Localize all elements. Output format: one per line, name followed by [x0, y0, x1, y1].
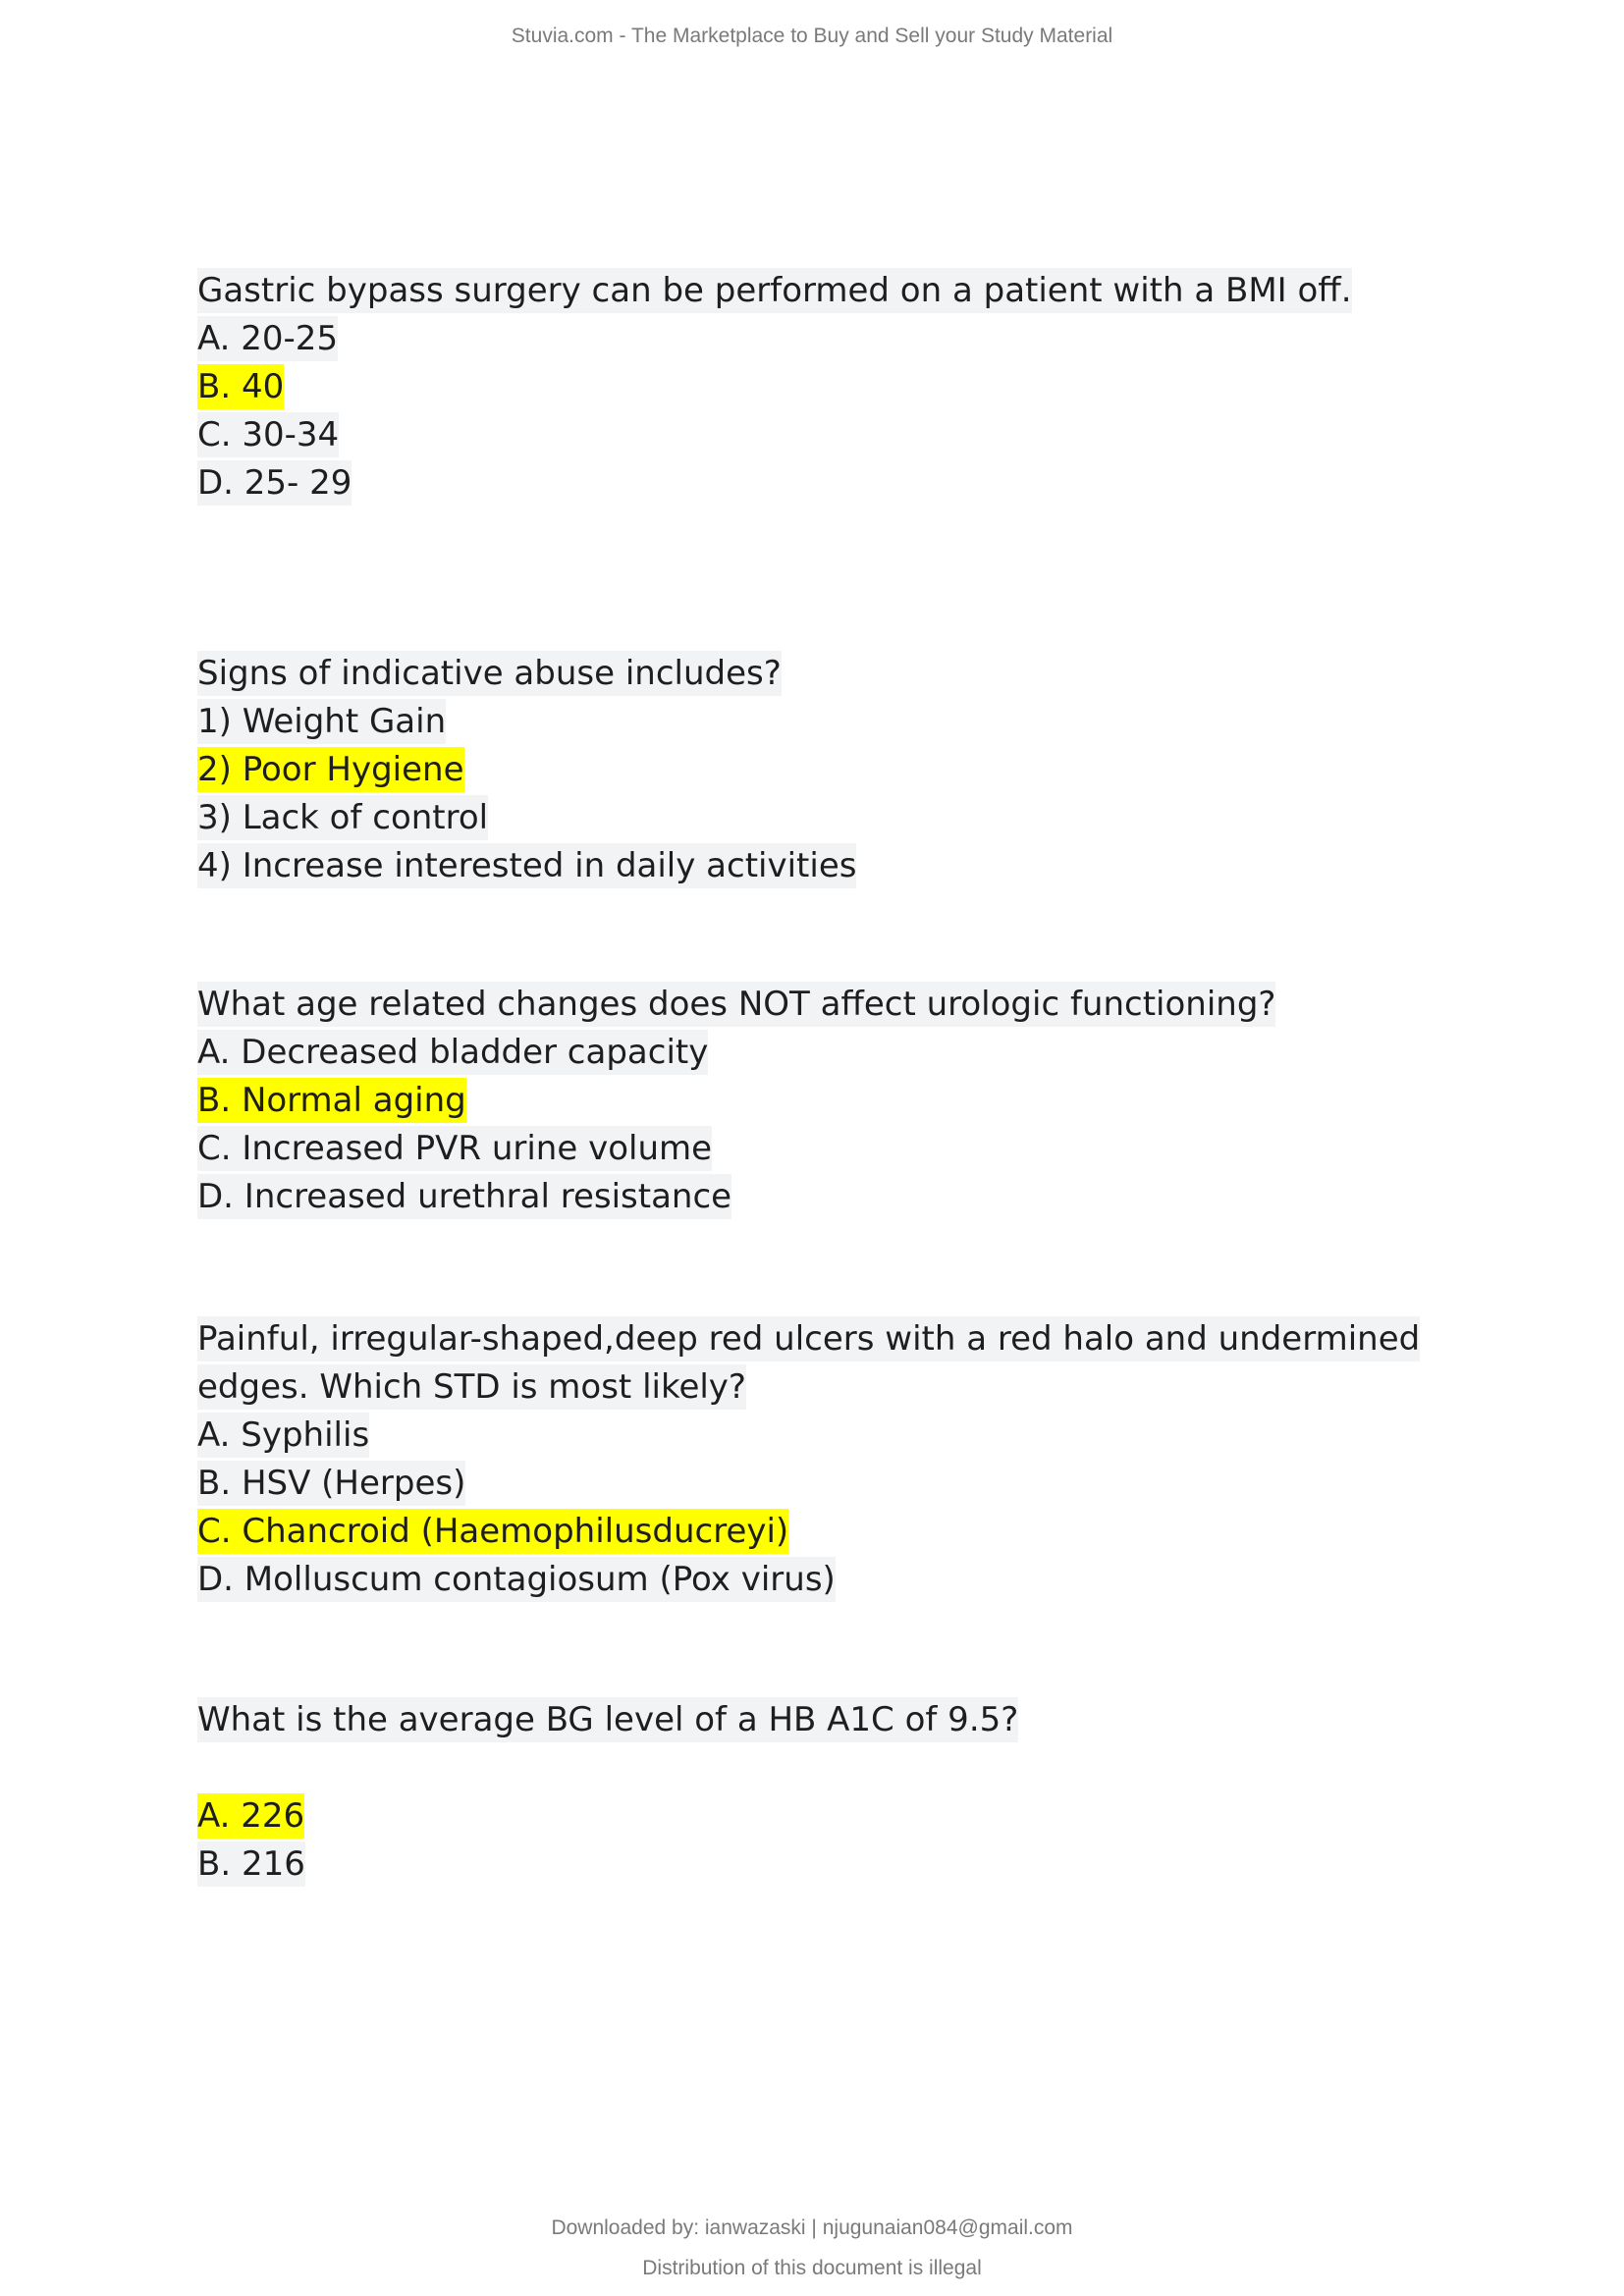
- question-block: [197, 267, 1464, 507]
- answer-option: C. 30-34: [197, 412, 339, 457]
- question-text: What age related changes does NOT affect urologic functioning?: [197, 982, 1275, 1027]
- question-block: [197, 650, 1464, 890]
- answer-option: D. 25- 29: [197, 460, 352, 506]
- footer-downloaded-by: Downloaded by: ianwazaski | njugunaian084@gmail.com: [551, 2216, 1073, 2239]
- answer-option: B. HSV (Herpes): [197, 1461, 465, 1506]
- answer-option: C. Increased PVR urine volume: [197, 1126, 712, 1171]
- question-text: Gastric bypass surgery can be performed on a patient with a BMI off.: [197, 268, 1352, 313]
- page-header: Stuvia.com - The Marketplace to Buy and Sell your Study Material: [511, 25, 1113, 47]
- answer-option: B. 216: [197, 1842, 305, 1887]
- answer-option-highlighted: B. Normal aging: [197, 1078, 466, 1123]
- question-block: [197, 1315, 1464, 1604]
- answer-option: D. Molluscum contagiosum (Pox virus): [197, 1557, 836, 1602]
- footer-notice: Distribution of this document is illegal: [642, 2257, 982, 2279]
- answer-option-highlighted: 2) Poor Hygiene: [197, 747, 464, 792]
- question-text: Painful, irregular-shaped,deep red ulcers with a red halo and undermined edges. Which STD is most likely?: [197, 1316, 1420, 1410]
- answer-option-highlighted: B. 40: [197, 364, 284, 409]
- question-block: [197, 981, 1464, 1221]
- answer-option: A. 20-25: [197, 316, 338, 361]
- answer-option: A. Decreased bladder capacity: [197, 1030, 708, 1075]
- answer-option: D. Increased urethral resistance: [197, 1174, 731, 1219]
- question-text: What is the average BG level of a HB A1C of 9.5?: [197, 1697, 1018, 1742]
- question-text: Signs of indicative abuse includes?: [197, 651, 782, 696]
- answer-option: 1) Weight Gain: [197, 699, 446, 744]
- answer-option: A. Syphilis: [197, 1413, 369, 1458]
- answer-option: 3) Lack of control: [197, 795, 488, 840]
- answer-option-highlighted: A. 226: [197, 1793, 304, 1839]
- answer-option-highlighted: C. Chancroid (Haemophilusducreyi): [197, 1509, 788, 1554]
- question-block: [197, 1696, 1464, 1889]
- answer-option: 4) Increase interested in daily activities: [197, 843, 856, 888]
- blank-line: [197, 1744, 1464, 1792]
